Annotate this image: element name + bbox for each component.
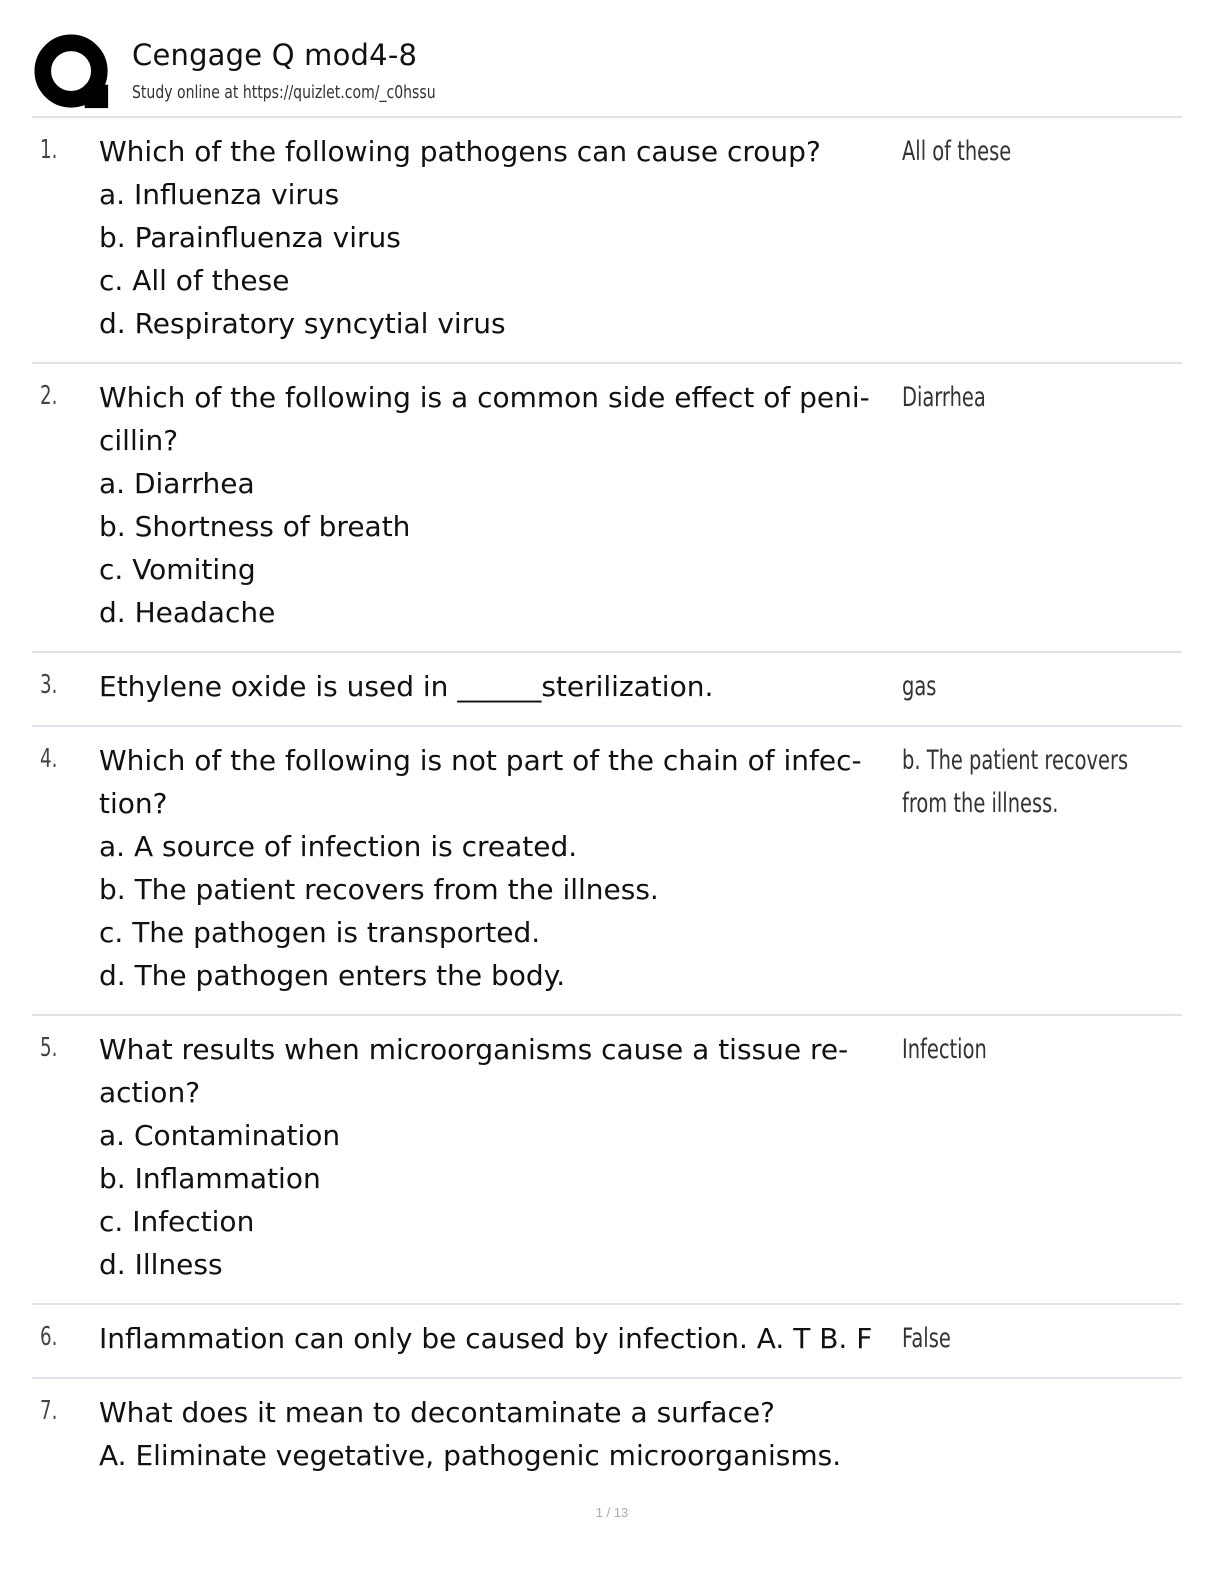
option-d: d. Respiratory syncytial virus bbox=[99, 307, 506, 340]
option-b: b. Inflammation bbox=[99, 1162, 321, 1195]
option-a: A. Eliminate vegetative, pathogenic microorganisms. bbox=[99, 1439, 842, 1472]
option-c: c. All of these bbox=[99, 264, 290, 297]
divider bbox=[32, 116, 1182, 118]
option-c: c. Infection bbox=[99, 1205, 255, 1238]
question-text bbox=[99, 1391, 899, 1477]
divider bbox=[32, 1014, 1182, 1016]
answer-line: gas bbox=[902, 671, 937, 702]
document-title: Cengage Q mod4-8 bbox=[132, 38, 418, 72]
question-line: What results when microorganisms cause a tissue re- bbox=[99, 1033, 849, 1066]
option-a: a. A source of infection is created. bbox=[99, 830, 578, 863]
option-b: b. Shortness of breath bbox=[99, 510, 411, 543]
question-text bbox=[99, 739, 899, 997]
question-text bbox=[99, 1028, 899, 1286]
question-line: action? bbox=[99, 1076, 201, 1109]
question-number: 1. bbox=[40, 135, 58, 165]
option-d: d. The pathogen enters the body. bbox=[99, 959, 566, 992]
divider bbox=[32, 1377, 1182, 1379]
question-number: 6. bbox=[40, 1322, 58, 1352]
answer-line: False bbox=[902, 1323, 951, 1354]
question-line: tion? bbox=[99, 787, 168, 820]
page-indicator: 1 / 13 bbox=[595, 1505, 629, 1520]
divider bbox=[32, 651, 1182, 653]
option-d: d. Illness bbox=[99, 1248, 223, 1281]
question-text bbox=[99, 376, 899, 634]
option-d: d. Headache bbox=[99, 596, 276, 629]
question-number: 3. bbox=[40, 670, 58, 700]
question-text bbox=[99, 665, 899, 708]
answer bbox=[902, 376, 1118, 419]
document-header bbox=[32, 32, 1182, 116]
option-a: a. Diarrhea bbox=[99, 467, 255, 500]
answer bbox=[902, 1317, 1118, 1360]
answer-line: All of these bbox=[902, 136, 1012, 167]
answer bbox=[902, 665, 1118, 708]
answer-line: from the illness. bbox=[902, 788, 1059, 819]
question-line: Which of the following pathogens can cause croup? bbox=[99, 135, 821, 168]
quizlet-logo-icon bbox=[34, 34, 112, 112]
study-online-link[interactable]: Study online at https://quizlet.com/_c0hssu bbox=[132, 82, 436, 103]
answer bbox=[902, 739, 1129, 825]
question-number: 4. bbox=[40, 744, 58, 774]
question-number: 5. bbox=[40, 1033, 58, 1063]
answer-line: b. The patient recovers bbox=[902, 745, 1129, 776]
divider bbox=[32, 725, 1182, 727]
answer bbox=[902, 130, 1118, 173]
question-text bbox=[99, 130, 899, 345]
question-line: Inflammation can only be caused by infection. A. T B. F bbox=[99, 1322, 873, 1355]
answer bbox=[902, 1028, 1118, 1071]
option-b: b. The patient recovers from the illness. bbox=[99, 873, 659, 906]
answer-line: Infection bbox=[902, 1034, 987, 1065]
option-a: a. Contamination bbox=[99, 1119, 341, 1152]
question-line: What does it mean to decontaminate a surface? bbox=[99, 1396, 775, 1429]
divider bbox=[32, 1303, 1182, 1305]
question-line: cillin? bbox=[99, 424, 179, 457]
question-number: 7. bbox=[40, 1396, 58, 1426]
question-line: Which of the following is a common side effect of peni- bbox=[99, 381, 870, 414]
answer-line: Diarrhea bbox=[902, 382, 986, 413]
option-a: a. Influenza virus bbox=[99, 178, 340, 211]
option-c: c. Vomiting bbox=[99, 553, 256, 586]
option-c: c. The pathogen is transported. bbox=[99, 916, 541, 949]
question-line: Ethylene oxide is used in ______sterilization. bbox=[99, 670, 714, 703]
option-b: b. Parainfluenza virus bbox=[99, 221, 401, 254]
divider bbox=[32, 362, 1182, 364]
question-line: Which of the following is not part of the chain of infec- bbox=[99, 744, 862, 777]
question-text bbox=[99, 1317, 899, 1360]
question-number: 2. bbox=[40, 381, 58, 411]
